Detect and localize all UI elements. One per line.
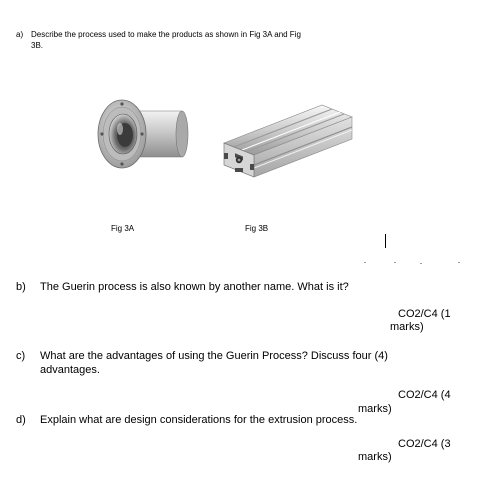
text-cursor — [385, 234, 386, 248]
question-d-marks-line1: CO2/C4 (3 — [398, 438, 451, 450]
fig-3b-caption: Fig 3B — [245, 224, 269, 233]
question-c-marks-line2: marks) — [358, 403, 392, 415]
question-c-marks-line1: CO2/C4 (4 — [398, 389, 451, 401]
question-b-label: b) — [16, 281, 26, 293]
question-a-text-line1: Describe the process used to make the products as shown in Fig 3A and Fig — [31, 30, 301, 39]
question-c-text-line1: What are the advantages of using the Guerin Process? Discuss four (4) — [40, 350, 388, 362]
question-a-label: a) — [16, 30, 24, 39]
question-d-marks-line2: marks) — [358, 451, 392, 463]
fig-3a-flange-bushing-image — [94, 97, 198, 171]
fig-3a-caption: Fig 3A — [111, 224, 135, 233]
fig-3b-extrusion-profile-image — [212, 103, 358, 181]
question-d-text: Explain what are design considerations for the extrusion process. — [40, 414, 358, 426]
question-c-text-line2: advantages. — [40, 364, 100, 376]
question-b-marks-line1: CO2/C4 (1 — [398, 308, 451, 320]
question-b-marks-line2: marks) — [390, 321, 424, 333]
question-c-label: c) — [16, 350, 26, 362]
stray-dot — [458, 262, 460, 263]
stray-dot — [394, 262, 396, 263]
stray-dot — [420, 263, 422, 264]
question-b-text: The Guerin process is also known by another name. What is it? — [40, 281, 349, 293]
stray-dot — [364, 262, 366, 263]
question-d-label: d) — [16, 414, 26, 426]
question-a-text-line2: 3B. — [31, 41, 44, 50]
